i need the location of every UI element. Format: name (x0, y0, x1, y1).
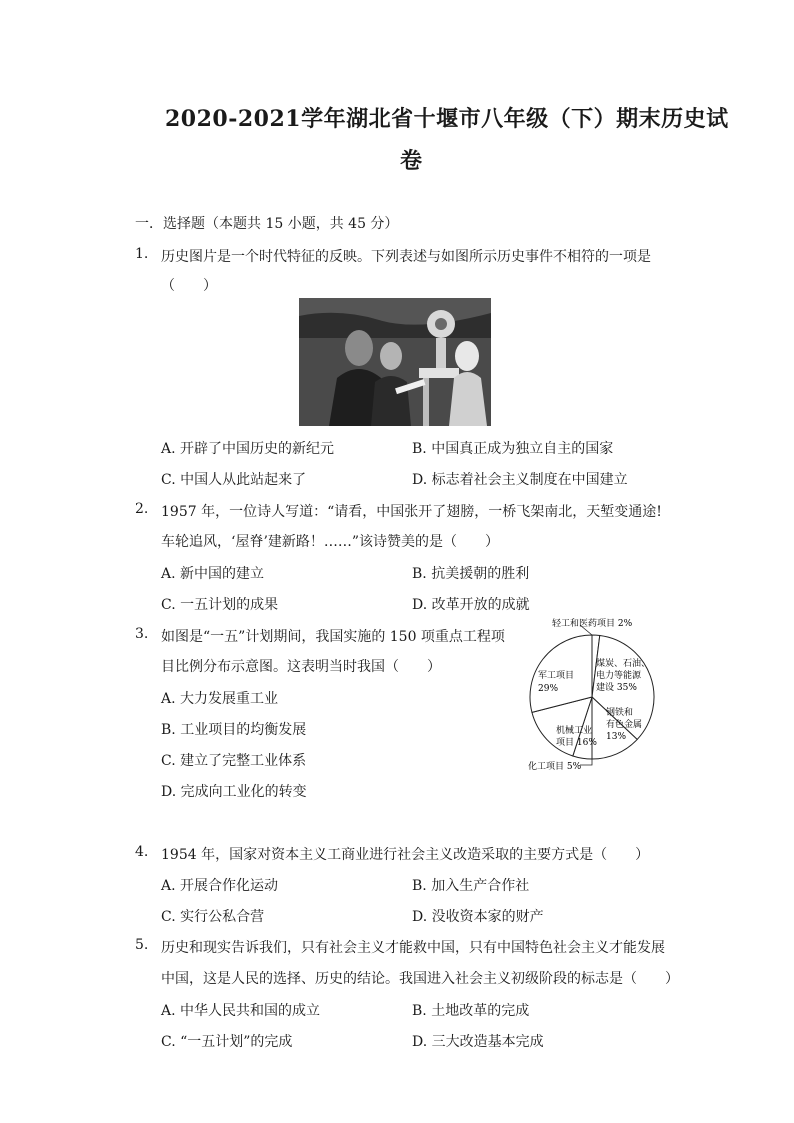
pie-label-energy: 煤炭、石油、 (596, 659, 651, 669)
pie-label-steel: 有色金属 (606, 720, 643, 730)
question-number: 2. (135, 501, 149, 517)
pie-label-machinery: 机械工业 (556, 726, 593, 736)
section-header: 一．选择题（本题共 15 小题，共 45 分） (135, 216, 399, 232)
option-a[interactable]: A. 新中国的建立 (161, 566, 265, 582)
pie-label-machinery: 项目 16% (556, 738, 597, 748)
pie-label-steel: 钢铁和 (606, 708, 634, 718)
option-a[interactable]: A. 开展合作化运动 (161, 878, 279, 894)
option-c[interactable]: C. 实行公私合营 (161, 909, 265, 925)
option-b[interactable]: B. 工业项目的均衡发展 (161, 722, 307, 738)
option-b[interactable]: B. 土地改革的完成 (412, 1003, 530, 1019)
historical-photo (299, 298, 491, 426)
question-stem-continued: 车轮追风，‘屋脊’建新路！……”该诗赞美的是（ ） (161, 534, 500, 550)
option-c[interactable]: C. 中国人从此站起来了 (161, 472, 307, 488)
page-title: 2020-2021学年湖北省十堰市八年级（下）期末历史试 (165, 106, 729, 132)
question-number: 1. (135, 246, 149, 262)
question-stem: 1954 年，国家对资本主义工商业进行社会主义改造采取的主要方式是（ ） (161, 847, 650, 863)
option-d[interactable]: D. 没收资本家的财产 (412, 909, 544, 925)
option-d[interactable]: D. 标志着社会主义制度在中国建立 (412, 472, 628, 488)
option-c[interactable]: C. “一五计划”的完成 (161, 1034, 293, 1050)
option-c[interactable]: C. 建立了完整工业体系 (161, 753, 307, 769)
question-stem: 1957 年，一位诗人写道：“请看，中国张开了翅膀，一桥飞架南北，天堑变通途! (161, 504, 662, 520)
option-c[interactable]: C. 一五计划的成果 (161, 597, 279, 613)
pie-label-chemical: 化工项目 5% (528, 762, 582, 772)
question-stem-continued: 中国，这是人民的选择、历史的结论。我国进入社会主义初级阶段的标志是（ ） (161, 971, 679, 987)
option-d[interactable]: D. 改革开放的成就 (412, 597, 530, 613)
question-stem: 历史图片是一个时代特征的反映。下列表述与如图所示历史事件不相符的一项是 (161, 249, 651, 265)
option-b[interactable]: B. 中国真正成为独立自主的国家 (412, 441, 614, 457)
pie-label-energy: 建设 35% (596, 683, 637, 693)
option-b[interactable]: B. 抗美援朝的胜利 (412, 566, 530, 582)
option-b[interactable]: B. 加入生产合作社 (412, 878, 530, 894)
option-a[interactable]: A. 开辟了中国历史的新纪元 (161, 441, 335, 457)
question-number: 3. (135, 626, 149, 642)
question-number: 4. (135, 844, 149, 860)
answer-blank: （ ） (161, 278, 217, 294)
pie-label-light: 轻工和医药项目 2% (552, 619, 633, 629)
question-number: 5. (135, 937, 149, 953)
page-title-continued: 卷 (400, 148, 423, 174)
pie-label-military: 29% (538, 684, 559, 694)
pie-label-military: 军工项目 (538, 671, 575, 681)
option-d[interactable]: D. 完成向工业化的转变 (161, 784, 307, 800)
photo-image (299, 298, 491, 426)
pie-chart (520, 615, 670, 780)
option-a[interactable]: A. 大力发展重工业 (161, 691, 279, 707)
pie-label-energy: 电力等能源 (596, 671, 642, 681)
option-a[interactable]: A. 中华人民共和国的成立 (161, 1003, 321, 1019)
question-stem-continued: 目比例分布示意图。这表明当时我国（ ） (161, 659, 441, 675)
question-stem: 历史和现实告诉我们，只有社会主义才能救中国，只有中国特色社会主义才能发展 (161, 940, 665, 956)
option-d[interactable]: D. 三大改造基本完成 (412, 1034, 544, 1050)
pie-label-steel: 13% (606, 732, 627, 742)
question-stem: 如图是“一五”计划期间，我国实施的 150 项重点工程项 (161, 629, 505, 645)
